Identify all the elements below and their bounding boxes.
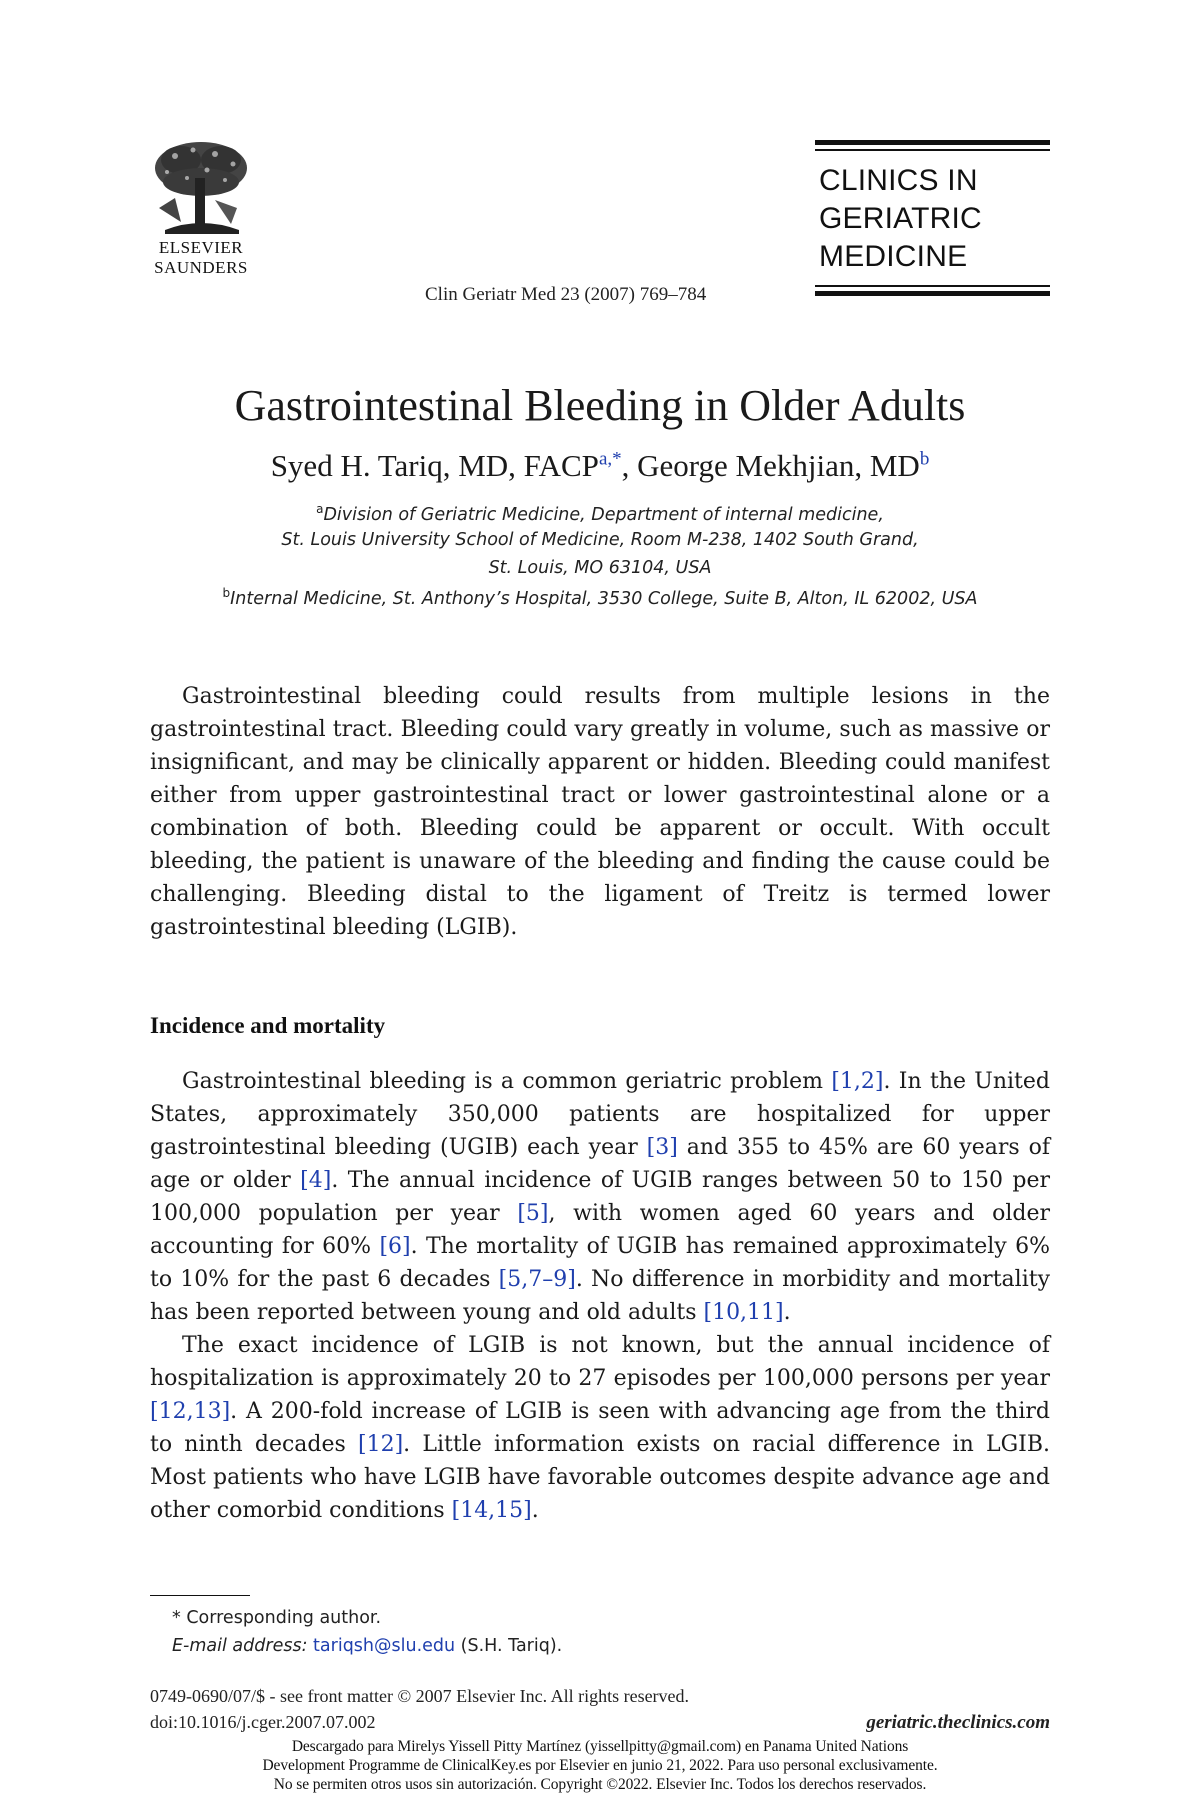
footnote-corresponding: * Corresponding author. [172, 1608, 382, 1628]
affiliation-a-line1: $^a$Division of Geriatric Medicine, Department of internal medicine, [316, 502, 884, 525]
journal-brand [815, 140, 1050, 302]
citation-link[interactable]: [5] [517, 1201, 549, 1226]
journal-url[interactable]: geriatric.theclinics.com [866, 1712, 1050, 1733]
download-notice-line2: Development Programme de ClinicalKey.es por Elsevier en junio 21, 2022. Para uso personal exclusivamente. [262, 1757, 938, 1774]
citation-link[interactable]: [12,13] [150, 1399, 231, 1424]
brand-line-1: CLINICS IN [819, 164, 978, 197]
article-title: Gastrointestinal Bleeding in Older Adults [234, 381, 966, 430]
footnote-email: E-mail address: tariqsh@slu.edu (S.H. Tariq). [172, 1636, 563, 1656]
download-notice-line1: Descargado para Mirelys Yissell Pitty Martínez (yissellpitty@gmail.com) en Panama United Nations [291, 1738, 909, 1755]
brand-rule-top [815, 140, 1050, 145]
publisher-name-line1: ELSEVIER [158, 238, 244, 257]
affiliation-b-line1: $^b$Internal Medicine, St. Anthony’s Hospital, 3530 College, Suite B, Alton, IL 62002, USA [222, 586, 978, 609]
brand-line-3: MEDICINE [819, 240, 968, 273]
author-separator: , [621, 448, 638, 483]
citation-link[interactable]: [14,15] [451, 1498, 532, 1523]
email-link[interactable]: tariqsh@slu.edu [313, 1636, 456, 1656]
author-line [0, 448, 1200, 484]
brand-rule-bottom-thin [815, 285, 1050, 287]
abstract [150, 680, 1050, 944]
citation-link[interactable]: [10,11] [703, 1300, 784, 1325]
section-heading: Incidence and mortality [150, 1013, 386, 1038]
abstract-text: Gastrointestinal bleeding could results from multiple lesions in the gastrointestinal tract. Bleeding could vary greatly in volume, such as massive or insignificant, and may be clinically apparent or hidden. Bleeding could manifest either from upper gastrointestinal tract or lower gastrointestinal alone or a combination of both. Bleeding could be apparent or occult. With occult bleeding, the patient is unaware of the bleeding and finding the cause could be challenging. Bleeding distal to the ligament of Treitz is termed lower gastrointestinal bleeding (LGIB). [150, 684, 1050, 940]
elsevier-logo [145, 138, 270, 288]
doi[interactable]: doi:10.1016/j.cger.2007.07.002 [150, 1712, 376, 1732]
brand-line-2: GERIATRIC [819, 202, 982, 235]
author-2: George Mekhjian, MD [637, 448, 920, 483]
citation-link[interactable]: [4] [300, 1168, 332, 1193]
tree-icon [145, 138, 257, 238]
affiliation-a-line3: St. Louis, MO 63104, USA [488, 558, 712, 578]
publisher-name-line2: SAUNDERS [154, 258, 248, 277]
brand-rule-bottom [815, 291, 1050, 296]
footnote-divider [150, 1595, 250, 1596]
author-1-affiliation-mark[interactable]: a,* [598, 448, 622, 470]
copyright-line: 0749-0690/07/$ - see front matter © 2007 Elsevier Inc. All rights reserved. [150, 1686, 690, 1706]
author-2-affiliation-mark[interactable]: b [919, 448, 930, 470]
citation-link[interactable]: [6] [379, 1234, 411, 1259]
download-notice-line3: No se permiten otros usos sin autorización. Copyright ©2022. Elsevier Inc. Todos los derechos reservados. [273, 1776, 927, 1793]
citation-link[interactable]: [5,7–9] [498, 1267, 576, 1292]
email-label: E-mail address: [172, 1636, 308, 1656]
citation-link[interactable]: [1,2] [831, 1069, 884, 1094]
affiliation-b-mark: b [222, 586, 231, 600]
citation-link[interactable]: [12] [358, 1432, 404, 1457]
brand-rule-top-thin [815, 149, 1050, 151]
body-text [150, 1065, 1050, 1527]
journal-citation: Clin Geriatr Med 23 (2007) 769–784 [425, 284, 707, 305]
affiliation-a-line2: St. Louis University School of Medicine, Room M-238, 1402 South Grand, [281, 530, 919, 550]
author-1: Syed H. Tariq, MD, FACP [270, 448, 599, 483]
affiliation-a-mark: a [316, 502, 324, 516]
citation-link[interactable]: [3] [646, 1135, 678, 1160]
paragraph-1: Gastrointestinal bleeding is a common geriatric problem [1,2]. In the United States, approximately 350,000 patients are hospitalized for upper gastrointestinal bleeding (UGIB) each year [3] and 355 to 45% are 60 years of age or older [4]. The annual incidence of UGIB ranges between 50 to 150 per 100,000 population per year [5], with women aged 60 years and older accounting for 60% [6]. The mortality of UGIB has remained approximately 6% to 10% for the past 6 decades [5,7–9]. No difference in morbidity and mortality has been reported between young and old adults [10,11]. [150, 1069, 1051, 1325]
paragraph-2: The exact incidence of LGIB is not known, but the annual incidence of hospitalization is approximately 20 to 27 episodes per 100,000 persons per year [12,13]. A 200-fold increase of LGIB is seen with advancing age from the third to ninth decades [12]. Little information exists on racial difference in LGIB. Most patients who have LGIB have favorable outcomes despite advance age and other comorbid conditions [14,15]. [150, 1333, 1050, 1523]
